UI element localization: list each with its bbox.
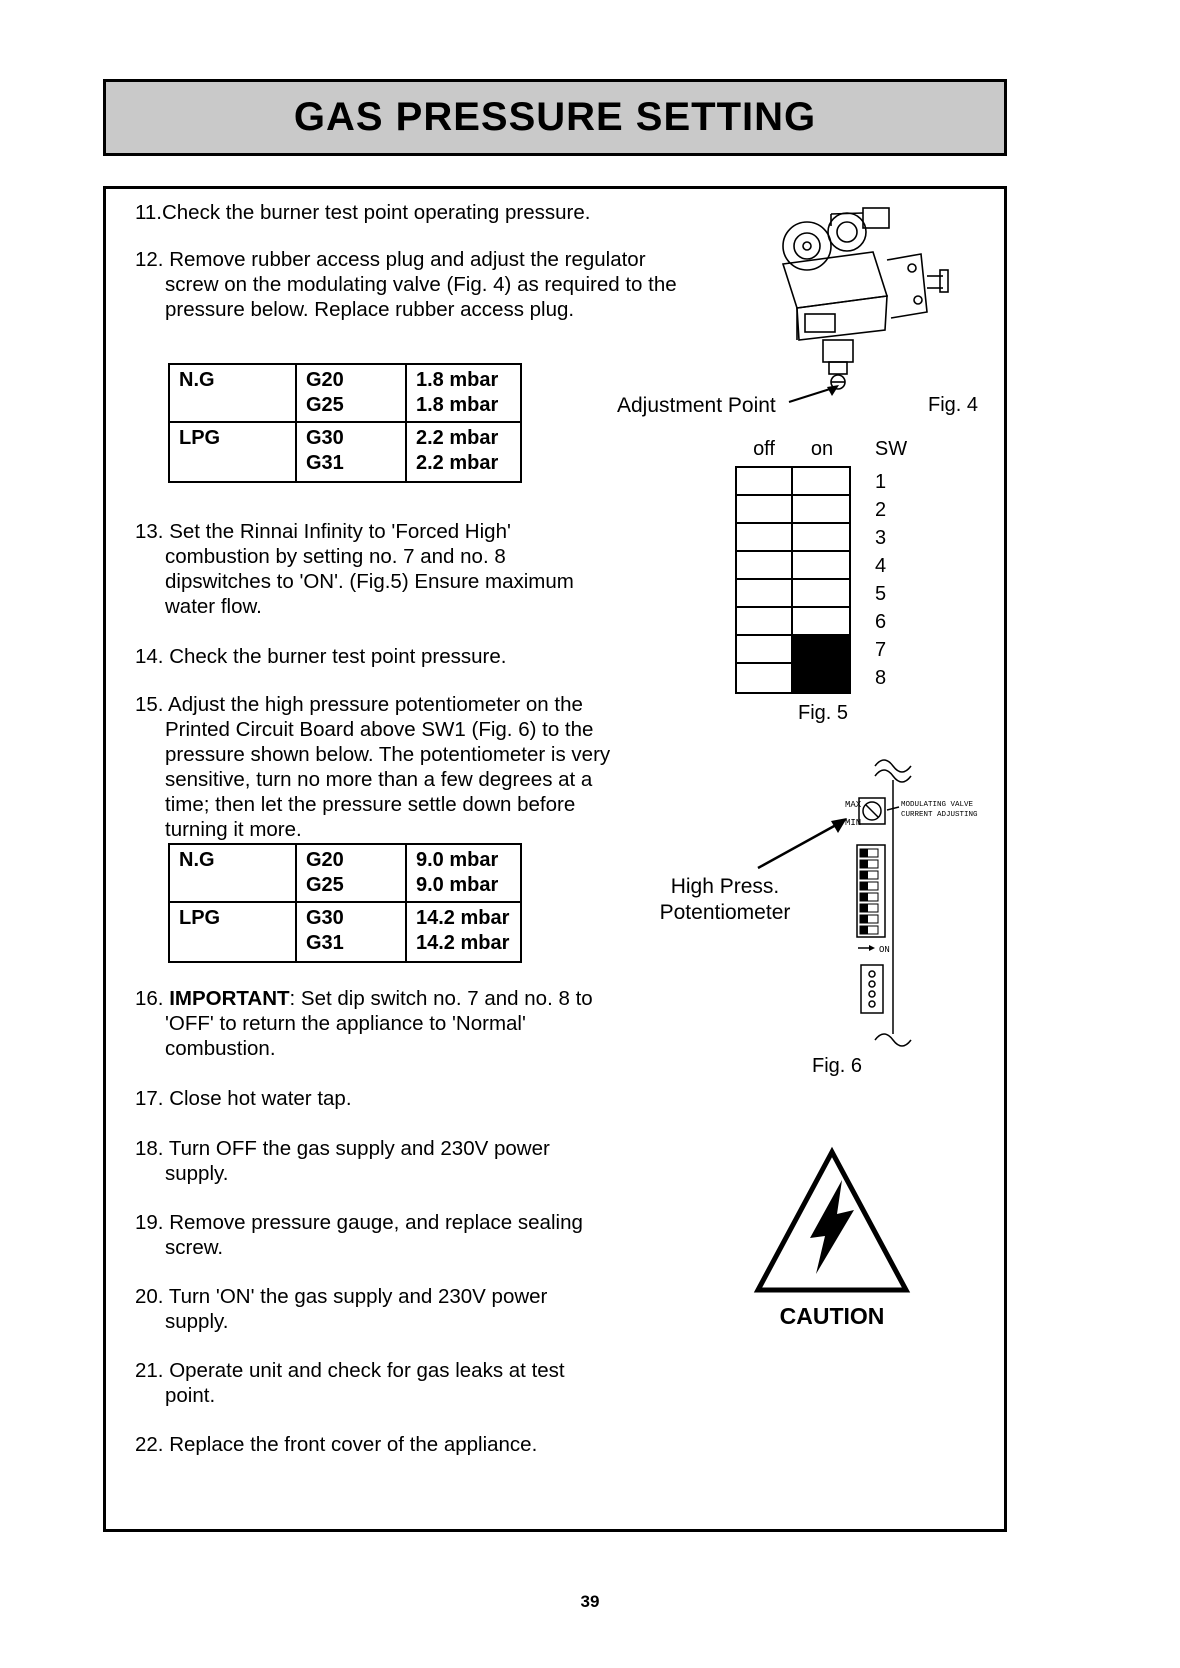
- dipswitch-2-on-cell: [793, 496, 849, 524]
- high-pressure-table: [168, 843, 522, 963]
- dipswitch-figure: [735, 438, 913, 725]
- table-cell-pressures: [407, 845, 520, 903]
- step-21: 21. Operate unit and check for gas leaks at test point.: [135, 1359, 565, 1407]
- dipswitch-number: 1: [875, 470, 887, 493]
- caution-label: CAUTION: [779, 1303, 885, 1329]
- dipswitch-6-on-cell: [793, 608, 849, 636]
- connector: [861, 965, 883, 1013]
- table-value: G25: [306, 874, 344, 896]
- high-press-potentiometer-label: [640, 874, 810, 926]
- potentiometer-arrow-icon: [752, 808, 856, 876]
- dipswitch-8-on-cell: [793, 664, 849, 692]
- step-22: 22. Replace the front cover of the appliance.: [135, 1433, 538, 1456]
- page-header: [103, 79, 1007, 156]
- table-cell-pressures: [407, 423, 520, 481]
- step-14: 14. Check the burner test point pressure.: [135, 645, 507, 668]
- dipswitch-table: [735, 466, 851, 694]
- adjustment-point-label: Adjustment Point: [617, 394, 776, 417]
- step-20: 20. Turn 'ON' the gas supply and 230V power supply.: [135, 1285, 548, 1333]
- table-cell-fuel: [170, 423, 297, 481]
- modulating-valve-label: MODULATING VALVE: [901, 801, 974, 809]
- dipswitch-4-off-cell: [737, 552, 793, 580]
- table-value: 14.2 mbar: [416, 932, 510, 954]
- adjustment-arrow-icon: [786, 380, 844, 408]
- dipswitch-4-on-cell: [793, 552, 849, 580]
- dipswitch-number: 7: [875, 638, 887, 661]
- dipswitch-header-on: on: [810, 438, 834, 460]
- table-value: G30: [306, 907, 344, 929]
- dipswitch-6-off-cell: [737, 608, 793, 636]
- dipswitch-7-off-cell: [737, 636, 793, 664]
- step-16-text: : Set dip switch no. 7 and no. 8 to 'OFF' to return the appliance to 'Normal' combustion.: [165, 987, 593, 1060]
- gas-valve-illustration: [735, 198, 950, 398]
- step-19: 19. Remove pressure gauge, and replace sealing screw.: [135, 1211, 583, 1259]
- table-value: LPG: [179, 907, 221, 929]
- dipswitch-number: 2: [875, 498, 887, 521]
- table-value: 14.2 mbar: [416, 907, 510, 929]
- dipswitch-1-on-cell: [793, 468, 849, 496]
- table-value: G30: [306, 427, 344, 449]
- step-18: 18. Turn OFF the gas supply and 230V power supply.: [135, 1137, 550, 1185]
- table-cell-fuel: [170, 845, 297, 903]
- sw1-switches: [860, 849, 878, 934]
- step-11: 11.Check the burner test point operating pressure.: [135, 201, 591, 224]
- dipswitch-2-off-cell: [737, 496, 793, 524]
- high-press-line2: Potentiometer: [659, 901, 791, 924]
- dipswitch-8-off-cell: [737, 664, 793, 692]
- step-17: 17. Close hot water tap.: [135, 1087, 352, 1110]
- table-value: G25: [306, 394, 344, 416]
- dipswitch-1-off-cell: [737, 468, 793, 496]
- step-15: 15. Adjust the high pressure potentiometer on the Printed Circuit Board above SW1 (Fig. 6) to the pressure shown below. The potentiometer is very sensitive, turn no more than a few degrees at a time; then let the pressure settle down before turning it more.: [135, 693, 611, 841]
- table-cell-gases: [297, 845, 407, 903]
- table-value: G31: [306, 932, 344, 954]
- caution-triangle-icon: [752, 1146, 912, 1298]
- table-cell-gases: [297, 903, 407, 961]
- page-title: GAS PRESSURE SETTING: [293, 95, 817, 139]
- dipswitch-number: 8: [875, 666, 887, 689]
- dipswitch-number: 3: [875, 526, 887, 549]
- dipswitch-numbers: [875, 466, 886, 694]
- valve-body: [783, 208, 948, 389]
- dipswitch-number: 4: [875, 554, 887, 577]
- table-value: 2.2 mbar: [416, 452, 499, 474]
- table-value: LPG: [179, 427, 221, 449]
- dipswitch-header-off: off: [753, 438, 775, 460]
- step-12: 12. Remove rubber access plug and adjust the regulator screw on the modulating valve (Fig. 4) as required to the pressure below. Replace rubber access plug.: [135, 248, 677, 321]
- step-16-number: 16.: [135, 987, 170, 1010]
- fig5-caption: Fig. 5: [797, 702, 849, 724]
- table-cell-fuel: [170, 903, 297, 961]
- table-value: N.G: [179, 849, 215, 871]
- table-cell-gases: [297, 423, 407, 481]
- table-cell-fuel: [170, 365, 297, 423]
- dipswitch-3-off-cell: [737, 524, 793, 552]
- step-13: 13. Set the Rinnai Infinity to 'Forced High' combustion by setting no. 7 and no. 8 dipswitches to 'ON'. (Fig.5) Ensure maximum water flow.: [135, 520, 574, 618]
- table-value: G31: [306, 452, 344, 474]
- step-16-important: IMPORTANT: [169, 987, 290, 1010]
- max-label: MAX: [845, 800, 862, 810]
- dipswitch-5-on-cell: [793, 580, 849, 608]
- table-cell-gases: [297, 365, 407, 423]
- step-16: [135, 986, 605, 1061]
- table-value: G20: [306, 849, 344, 871]
- dipswitch-5-off-cell: [737, 580, 793, 608]
- current-adjusting-label: CURRENT ADJUSTING: [901, 811, 978, 819]
- table-value: 2.2 mbar: [416, 427, 499, 449]
- pcb-illustration: [845, 750, 995, 1060]
- dipswitch-number: 5: [875, 582, 887, 605]
- high-press-line1: High Press.: [670, 875, 780, 898]
- dipswitch-header-sw: SW: [874, 438, 908, 460]
- table-value: 9.0 mbar: [416, 849, 499, 871]
- dipswitch-3-on-cell: [793, 524, 849, 552]
- fig6-caption: Fig. 6: [812, 1055, 863, 1077]
- table-cell-pressures: [407, 903, 520, 961]
- min-label: MIN: [845, 818, 862, 828]
- table-value: N.G: [179, 369, 215, 391]
- fig4-caption: Fig. 4: [928, 394, 979, 416]
- table-value: 1.8 mbar: [416, 369, 499, 391]
- table-value: G20: [306, 369, 344, 391]
- table-cell-pressures: [407, 365, 520, 423]
- table-value: 9.0 mbar: [416, 874, 499, 896]
- page-number: 39: [580, 1592, 600, 1611]
- on-label: ON: [879, 945, 890, 955]
- board-break-bottom: [875, 1034, 911, 1046]
- dipswitch-7-on-cell: [793, 636, 849, 664]
- table-value: 1.8 mbar: [416, 394, 499, 416]
- dipswitch-number: 6: [875, 610, 887, 633]
- regulator-pressure-table: [168, 363, 522, 483]
- dipswitch-headers: [735, 438, 913, 461]
